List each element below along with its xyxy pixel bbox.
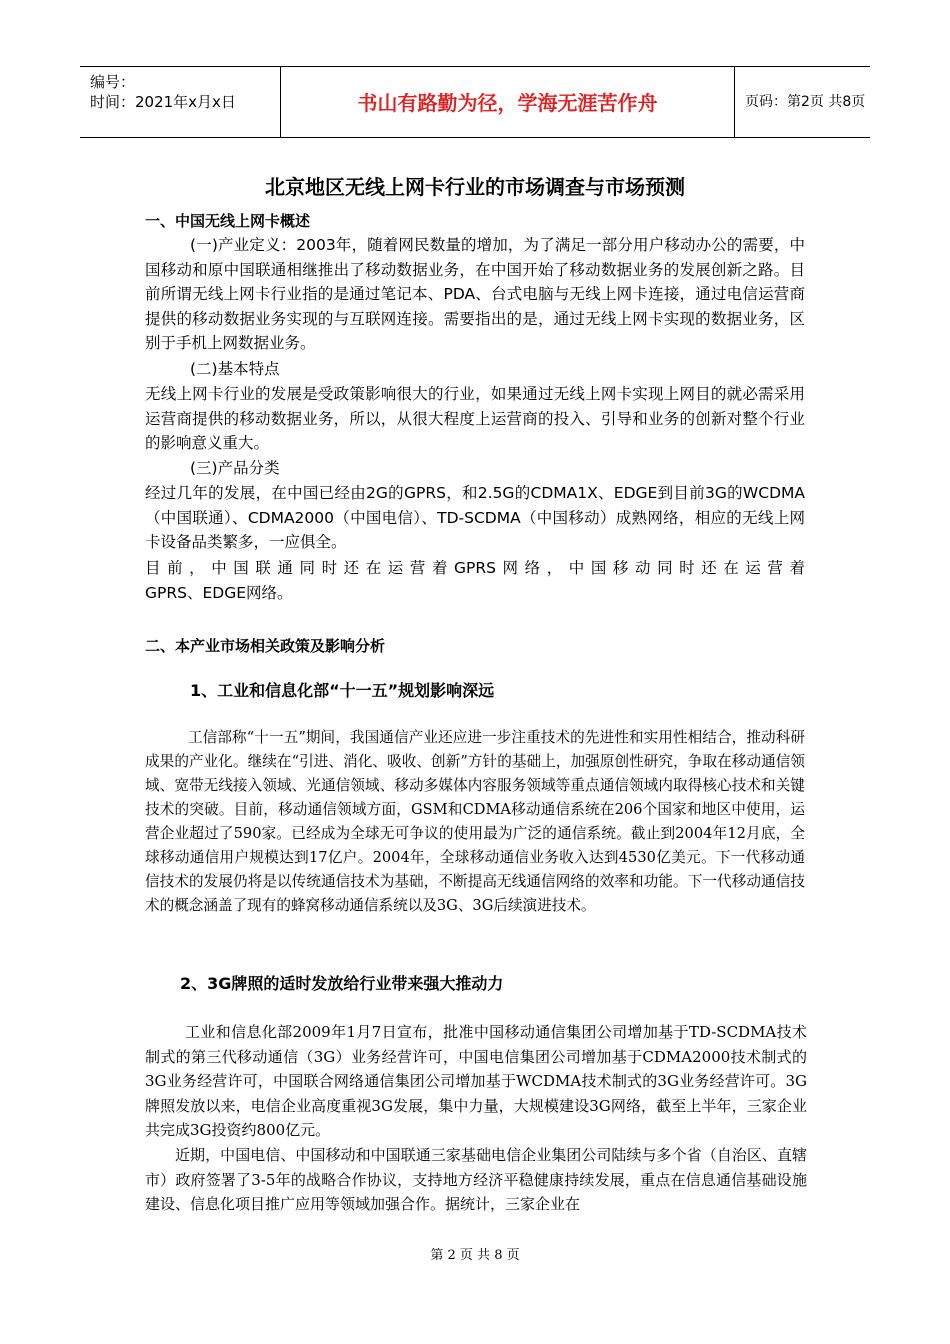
section1-heading: 一、中国无线上网卡概述 (145, 212, 311, 230)
section2-sub1-text: 工信部称“十一五”期间，我国通信产业还应进一步注重技术的先进性和实用性相结合，推动科研成果的产业化。继续在“引进、消化、吸收、创新”方针的基础上，加强原创性研究，争取在移动通信领域、宽带无线接入领域、光通信领域、移动多媒体内容服务领域等重点通信领域内取得核心技术和关键技术的突破。目前，移动通信领域方面，GSM和CDMA移动通信系统在206个国家和地区中使用，运营企业超过了590家。已经成为全球无可争议的使用最为广泛的通信系统。截止到2004年12月底，全球移动通信用户规模达到17亿户。2004年，全球移动通信业务收入达到4530亿美元。下一代移动通信技术的发展仍将是以传统通信技术为基础，不断提高无线通信网络的效率和功能。下一代移动通信技术的概念涵盖了现有的蜂窝移动通信系统以及3G、3G后续演进技术。 (145, 729, 805, 914)
document-number-label: 编号： (90, 73, 136, 91)
section2-sub1-heading: 1、工业和信息化部“十一五”规划影响深远 (190, 681, 495, 700)
section1-item3-text2-line1: 目前，中国联通同时还在运营着GPRS网络，中国移动同时还在运营着 (145, 559, 805, 577)
section2-heading: 二、本产业市场相关政策及影响分析 (145, 637, 386, 655)
document-title: 北京地区无线上网卡行业的市场调查与市场预测 (265, 175, 685, 199)
header-center-cell (281, 67, 735, 137)
section1-item3-text: 经过几年的发展，在中国已经由2G的GPRS，和2.5G的CDMA1X、EDGE到目前3G的WCDMA（中国联通）、CDMA2000（中国电信）、TD-SCDMA（中国移动）成熟网络，相应的无线上网卡设备品类繁多，一应俱全。 (145, 484, 805, 551)
page-footer: 第 2 页 共 8 页 (430, 1248, 520, 1263)
document-date: 时间：2021年x月x日 (90, 93, 236, 111)
header-right-cell (735, 67, 870, 137)
header-page-info: 页码：第2页 共8页 (745, 94, 866, 110)
section1-item2-label: (二)基本特点 (190, 360, 280, 378)
section1-item2-text: 无线上网卡行业的发展是受政策影响很大的行业，如果通过无线上网卡实现上网目的就必需采用运营商提供的移动数据业务，所以，从很大程度上运营商的投入、引导和业务的创新对整个行业的影响意义重大。 (145, 385, 805, 452)
section2-sub2-text1: 工业和信息化部2009年1月7日宣布，批准中国移动通信集团公司增加基于TD-SCDMA技术制式的第三代移动通信（3G）业务经营许可，中国电信集团公司增加基于CDMA2000技术制式的3G业务经营许可，中国联合网络通信集团公司增加基于WCDMA技术制式的3G业务经营许可。3G牌照发放以来，电信企业高度重视3G发展，集中力量，大规模建设3G网络，截至上半年，三家企业共完成3G投资约800亿元。 (145, 1023, 807, 1139)
header-left-cell (80, 67, 281, 137)
section2-sub2-text2: 近期，中国电信、中国移动和中国联通三家基础电信企业集团公司陆续与多个省（自治区、直辖市）政府签署了3-5年的战略合作协议，支持地方经济平稳健康持续发展，重点在信息通信基础设施建设、信息化项目推广应用等领域加强合作。据统计，三家企业在 (145, 1146, 807, 1213)
section1-item3-label: (三)产品分类 (190, 459, 280, 477)
header-motto: 书山有路勤为径，学海无涯苦作舟 (357, 91, 658, 115)
section1-item1: (一)产业定义：2003年，随着网民数量的增加，为了满足一部分用户移动办公的需要，中国移动和原中国联通相继推出了移动数据业务，在中国开始了移动数据业务的发展创新之路。目前所谓无线上网卡行业指的是通过笔记本、PDA、台式电脑与无线上网卡连接，通过电信运营商提供的移动数据业务实现的与互联网连接。需要指出的是，通过无线上网卡实现的数据业务，区别于手机上网数据业务。 (145, 236, 805, 352)
section2-sub2-heading: 2、3G牌照的适时发放给行业带来强大推动力 (180, 974, 504, 993)
header-table (80, 66, 870, 138)
section1-item3-text2-line2: GPRS、EDGE网络。 (145, 584, 293, 602)
